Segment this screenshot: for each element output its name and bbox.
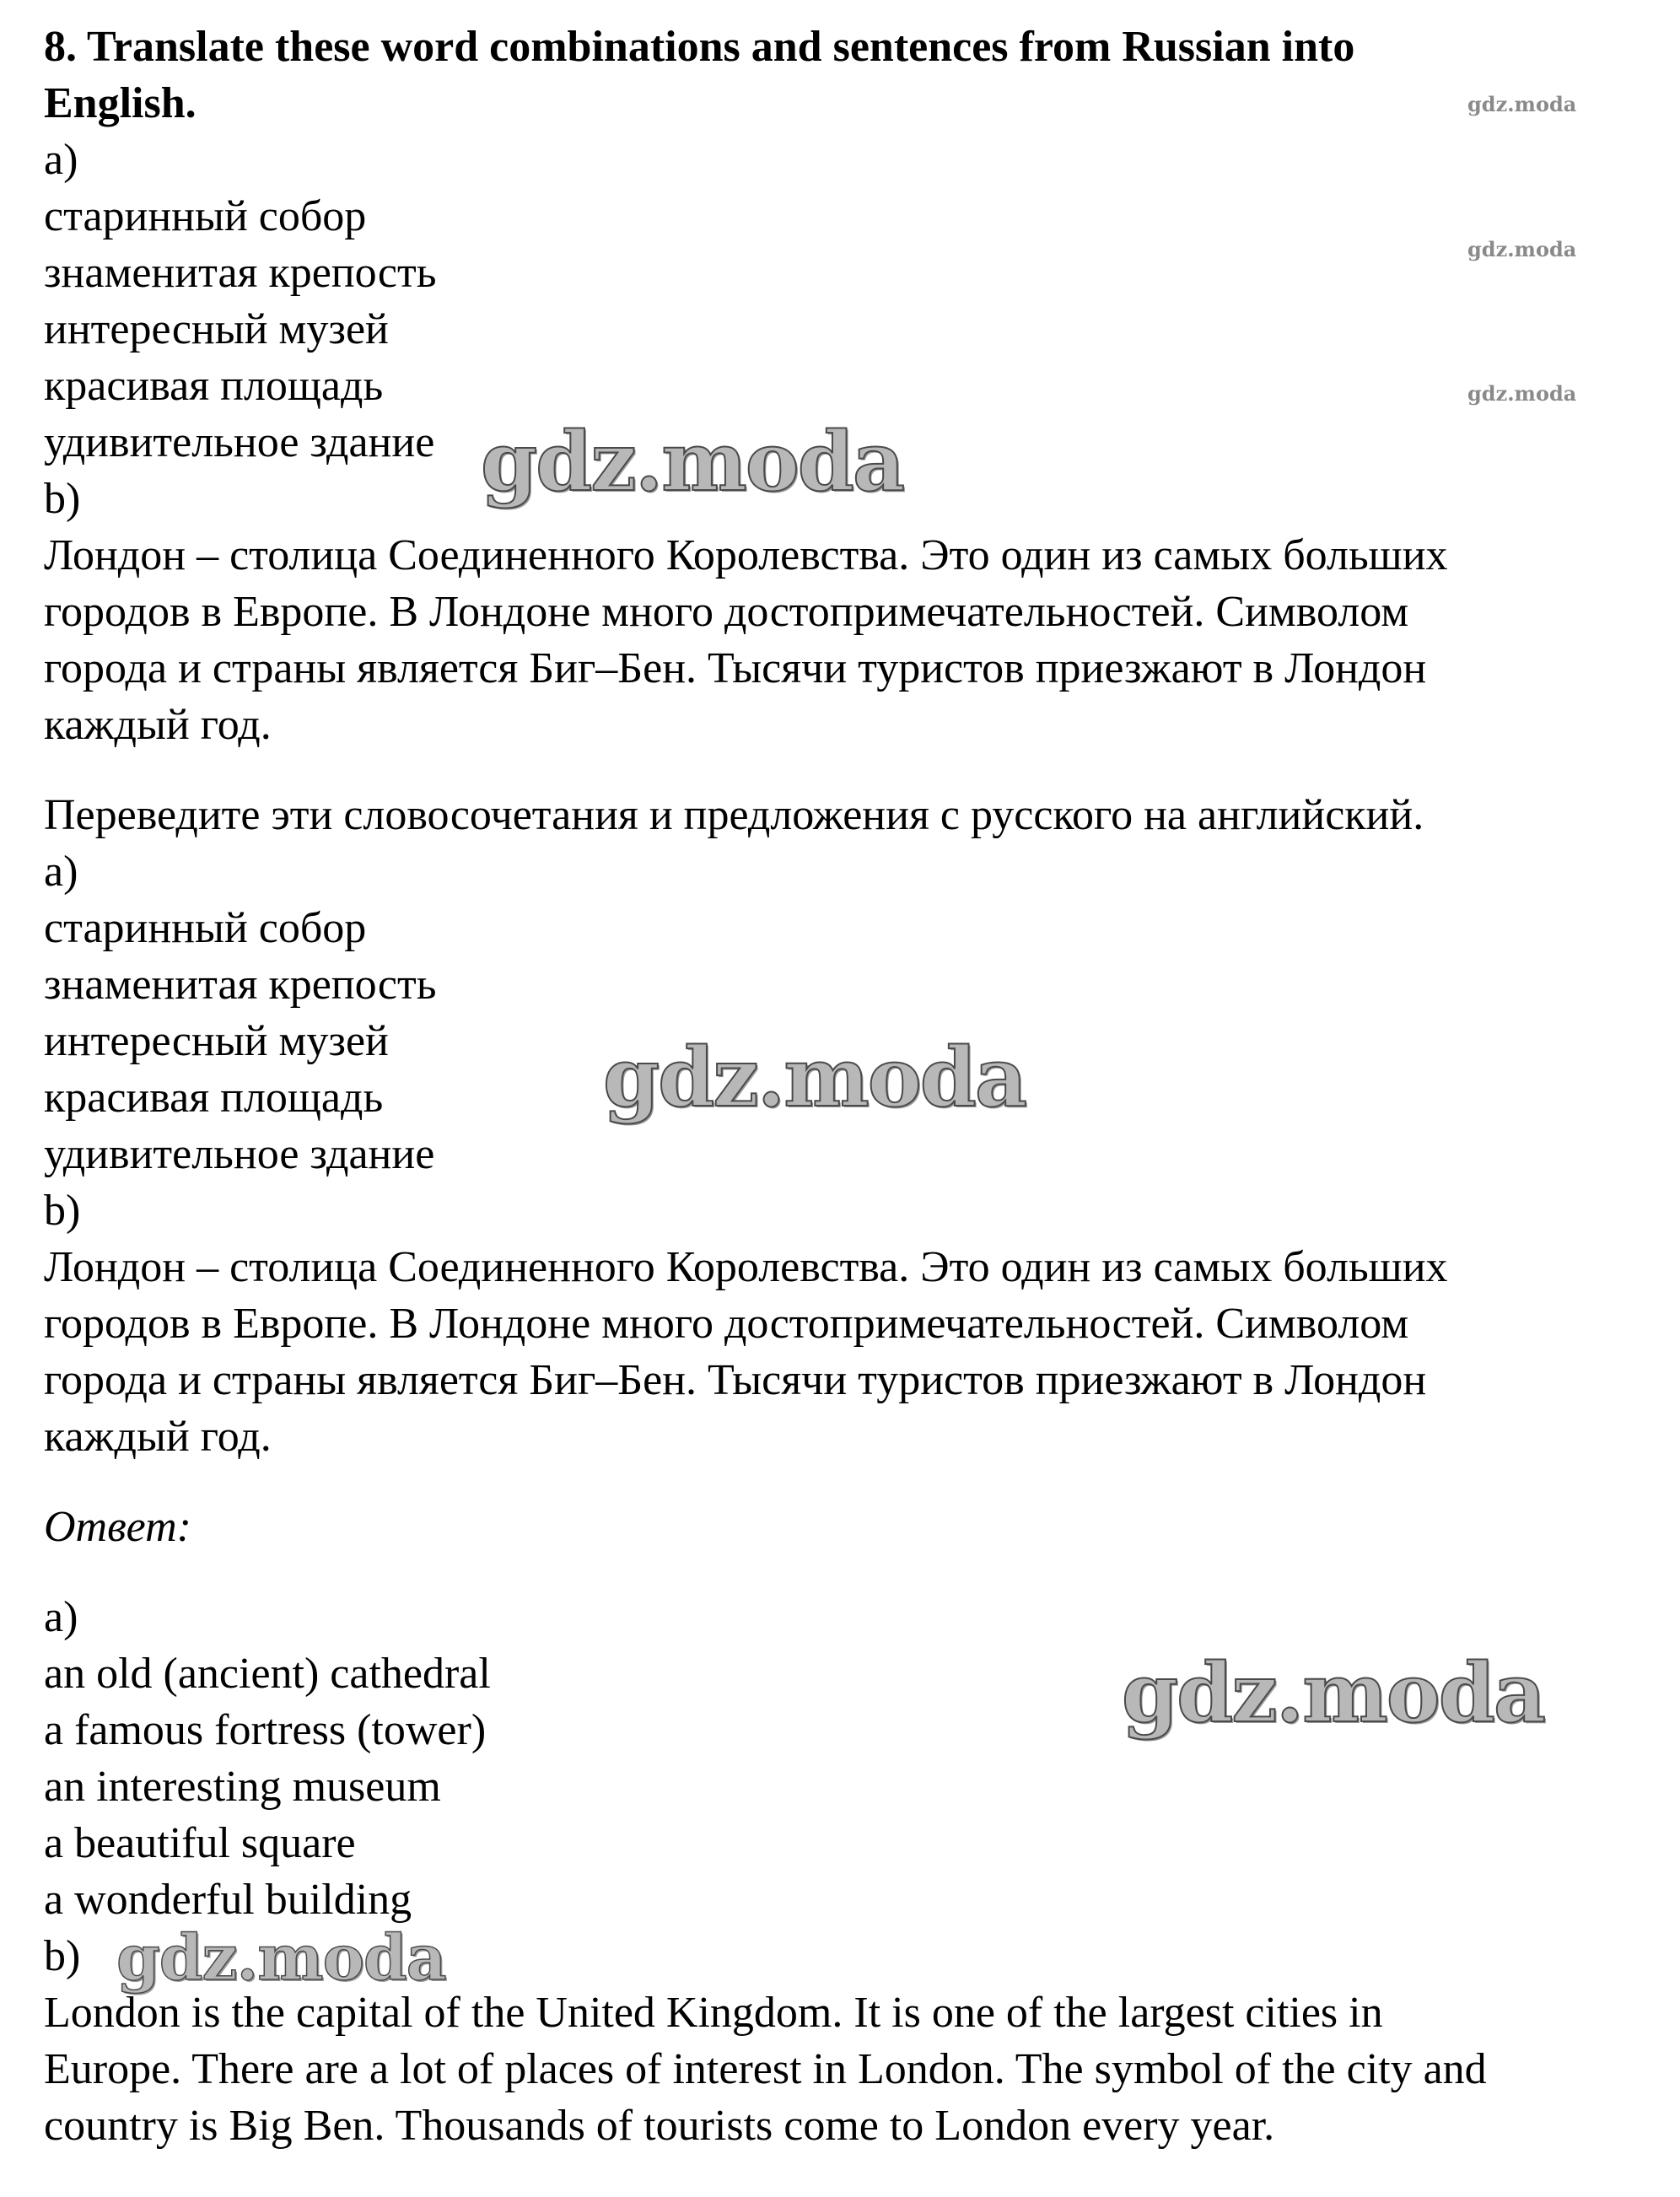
watermark-large: gdz.moda bbox=[1122, 1645, 1545, 1741]
answer-part-a-item: an old (ancient) cathedral bbox=[44, 1650, 491, 1698]
original-part-b-line: городов в Европе. В Лондоне много достопримечательностей. Символом bbox=[44, 588, 1409, 636]
translation-part-a-item: красивая площадь bbox=[44, 1074, 384, 1122]
answer-part-a-item: a wonderful building bbox=[44, 1876, 412, 1924]
translation-part-a-item: удивительное здание bbox=[44, 1130, 435, 1178]
watermark-large: gdz.moda bbox=[603, 1030, 1026, 1125]
answer-part-b-label: b) bbox=[44, 1932, 81, 1980]
original-part-b-label: b) bbox=[44, 475, 81, 523]
original-part-a-item: красивая площадь bbox=[44, 362, 384, 410]
translation-instruction: Переведите эти словосочетания и предложения с русского на английский. bbox=[44, 791, 1424, 839]
watermark-small: gdz.moda bbox=[1467, 92, 1577, 116]
original-part-a-item: знаменитая крепость bbox=[44, 249, 437, 297]
spacer bbox=[44, 753, 1672, 787]
translation-part-b-line: Лондон – столица Соединенного Королевства. Это один из самых больших bbox=[44, 1243, 1448, 1291]
watermark-large: gdz.moda bbox=[481, 414, 904, 509]
answer-part-b-line: Europe. There are a lot of places of interest in London. The symbol of the city and bbox=[44, 2045, 1487, 2093]
watermark-small: gdz.moda bbox=[1467, 237, 1577, 261]
task-heading-line-1: 8. Translate these word combinations and sentences from Russian into bbox=[44, 23, 1355, 71]
task-heading-line-2: English. bbox=[44, 79, 197, 127]
answer-part-a-item: a famous fortress (tower) bbox=[44, 1706, 487, 1754]
original-part-b-line: города и страны является Биг–Бен. Тысячи туристов приезжают в Лондон bbox=[44, 644, 1427, 692]
translation-part-b-line: каждый год. bbox=[44, 1413, 272, 1461]
translation-part-a-item: знаменитая крепость bbox=[44, 961, 437, 1009]
translation-part-a-item: старинный собор bbox=[44, 904, 367, 952]
answer-part-a-item: a beautiful square bbox=[44, 1819, 356, 1867]
spacer bbox=[44, 1555, 1672, 1589]
original-part-a-item: интересный музей bbox=[44, 305, 389, 353]
answer-part-a-label: a) bbox=[44, 1593, 78, 1641]
original-part-a-item: старинный собор bbox=[44, 192, 367, 240]
answer-part-a-item: an interesting museum bbox=[44, 1763, 441, 1811]
watermark-small: gdz.moda bbox=[1467, 381, 1577, 406]
answer-label: Ответ: bbox=[44, 1503, 191, 1551]
translation-part-b-line: городов в Европе. В Лондоне много достопримечательностей. Символом bbox=[44, 1300, 1409, 1348]
original-part-a-label: a) bbox=[44, 136, 78, 184]
translation-part-a-label: a) bbox=[44, 848, 78, 896]
translation-part-b-line: города и страны является Биг–Бен. Тысячи туристов приезжают в Лондон bbox=[44, 1356, 1427, 1404]
translation-part-b-label: b) bbox=[44, 1187, 81, 1235]
watermark-medium: gdz.moda bbox=[116, 1922, 446, 1995]
answer-part-b-line: country is Big Ben. Thousands of tourists come to London every year. bbox=[44, 2102, 1275, 2150]
translation-part-a-item: интересный музей bbox=[44, 1017, 389, 1065]
original-part-a-item: удивительное здание bbox=[44, 418, 435, 466]
original-part-b-line: Лондон – столица Соединенного Королевства. Это один из самых больших bbox=[44, 531, 1448, 579]
original-part-b-line: каждый год. bbox=[44, 701, 272, 749]
answer-part-b-line: London is the capital of the United Kingdom. It is one of the largest cities in bbox=[44, 1989, 1383, 2037]
spacer bbox=[44, 1465, 1672, 1499]
